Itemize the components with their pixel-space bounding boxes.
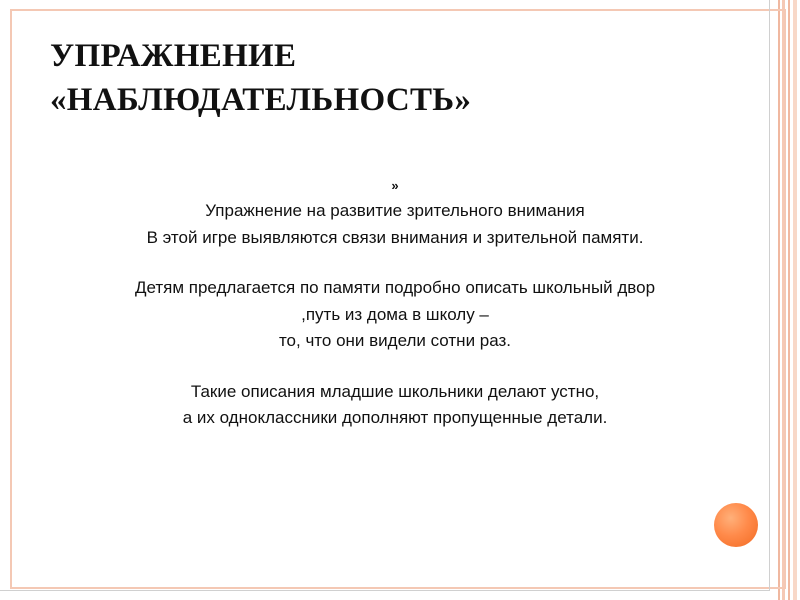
- title-line-2: «НАБЛЮДАТЕЛЬНОСТЬ»: [50, 82, 472, 118]
- decorative-stripe: [793, 0, 797, 600]
- body-line-7: а их одноклассники дополняют пропущенные детали.: [182, 408, 608, 427]
- body-line-3: Детям предлагается по памяти подробно описать школьный двор: [134, 278, 656, 297]
- paragraph-gap: [40, 251, 750, 275]
- body-line-5: то, что они видели сотни раз.: [278, 331, 512, 350]
- slide-title: [50, 34, 650, 122]
- slide-body: [40, 176, 750, 432]
- quote-mark: »: [391, 178, 399, 193]
- paragraph-gap: [40, 355, 750, 379]
- body-line-4: ,путь из дома в школу –: [301, 304, 489, 324]
- body-line-1: Упражнение на развитие зрительного внимания: [205, 201, 585, 220]
- decorative-stripe: [788, 0, 790, 600]
- orange-circle-decoration: [714, 503, 758, 547]
- title-line-1: УПРАЖНЕНИЕ: [50, 38, 297, 74]
- body-line-2: В этой игре выявляются связи внимания и зрительной памяти.: [146, 227, 644, 247]
- body-line-6: Такие описания младшие школьники делают устно,: [190, 381, 600, 401]
